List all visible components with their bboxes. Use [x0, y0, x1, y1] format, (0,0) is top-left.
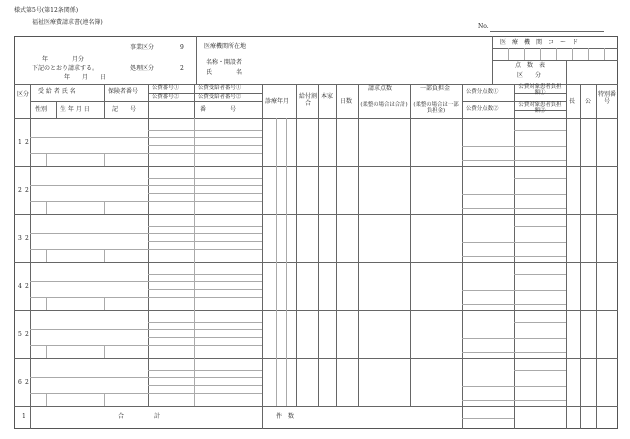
col-ko: 公: [585, 98, 592, 105]
col-kohi-jukyusha-1: 公費受給者番号①: [198, 85, 242, 91]
col-ichibu-futankin: 一部負担金: [420, 85, 451, 92]
clinic-address-label: 医療機関所在地: [204, 43, 247, 50]
row-divider: [14, 262, 618, 263]
form-number: 様式第5号(第12条関係): [14, 7, 79, 14]
row-code: 2: [25, 235, 29, 242]
clinic-name-label: 名称・開設者: [206, 59, 243, 66]
form-title: 福祉医療費請求書(連名簿): [32, 19, 103, 26]
row-code: 2: [25, 187, 29, 194]
row-divider: [14, 214, 618, 215]
col-honke: 本家: [320, 93, 333, 100]
col-seikyu-tensu-note: (柔整の場合は合計): [360, 102, 408, 108]
col-kohi-taisho-2: 公費対象患者負担額②: [518, 102, 562, 115]
col-kohi-futansha-2: 公費番号②: [152, 94, 179, 100]
no-label: No.: [478, 23, 489, 30]
col-cho: 長: [569, 98, 576, 105]
col-bango: 番 号: [200, 106, 237, 113]
clinic-code-label: 医 療 機 関 コ ー ド: [500, 39, 579, 46]
col-seibetsu: 性別: [35, 106, 48, 113]
count-label: 件 数: [276, 413, 295, 420]
row-number: 3: [18, 235, 22, 242]
row-code: 2: [25, 139, 29, 146]
col-kyufu-wariai: 給付割合: [299, 93, 318, 107]
row-number: 4: [18, 283, 22, 290]
col-ichibu-futankin-note: (柔整の場合は一部負担金): [413, 102, 459, 115]
row-number: 6: [18, 379, 22, 386]
col-kohi-futansha-1: 公費番号①: [152, 85, 179, 91]
request-date: 年 月 日: [64, 74, 107, 81]
kubun-label: 区 分: [517, 72, 542, 79]
total-label: 合 計: [118, 413, 161, 420]
request-text: 下記のとおり請求する。: [32, 65, 99, 72]
row-code: 2: [25, 283, 29, 290]
no-underline: [490, 31, 604, 32]
jigyo-kubun-label: 事業区分: [130, 44, 155, 51]
year-month: 年 月分: [42, 56, 85, 63]
row-number: 2: [18, 187, 22, 194]
row-divider: [14, 310, 618, 311]
row-number: 1: [18, 139, 22, 146]
col-hokensha-no: 保険者番号: [108, 88, 139, 95]
col-jukyusha-name: 受 給 者 氏 名: [38, 88, 76, 95]
jigyo-kubun-value: 9: [180, 44, 184, 51]
col-kohi-tensu-1: 公費分点数①: [466, 89, 499, 95]
footer-num: 1: [22, 413, 26, 420]
row-code: 2: [25, 379, 29, 386]
shori-kubun-label: 処理区分: [130, 65, 155, 72]
col-kigo: 記 号: [112, 106, 137, 113]
col-kubun: 区分: [17, 91, 30, 98]
col-birthdate: 生 年 月 日: [60, 106, 90, 113]
col-kohi-jukyusha-2: 公費受給者番号②: [198, 94, 242, 100]
col-nissu: 日数: [340, 98, 353, 105]
tensuhyo-label: 点 数 表: [515, 62, 546, 69]
col-kohi-tensu-2: 公費分点数②: [466, 106, 499, 112]
col-shinryo-nengetsu: 診療年月: [265, 98, 290, 105]
row-divider: [14, 166, 618, 167]
clinic-person-label: 氏 名: [206, 69, 243, 76]
shori-kubun-value: 2: [180, 65, 184, 72]
row-number: 5: [18, 331, 22, 338]
col-tokubetsu-bango: 特別番号: [598, 91, 617, 105]
col-kohi-taisho-1: 公費対象患者負担額①: [518, 84, 562, 97]
row-code: 2: [25, 331, 29, 338]
row-divider: [14, 358, 618, 359]
col-seikyu-tensu: 請求点数: [368, 85, 393, 92]
